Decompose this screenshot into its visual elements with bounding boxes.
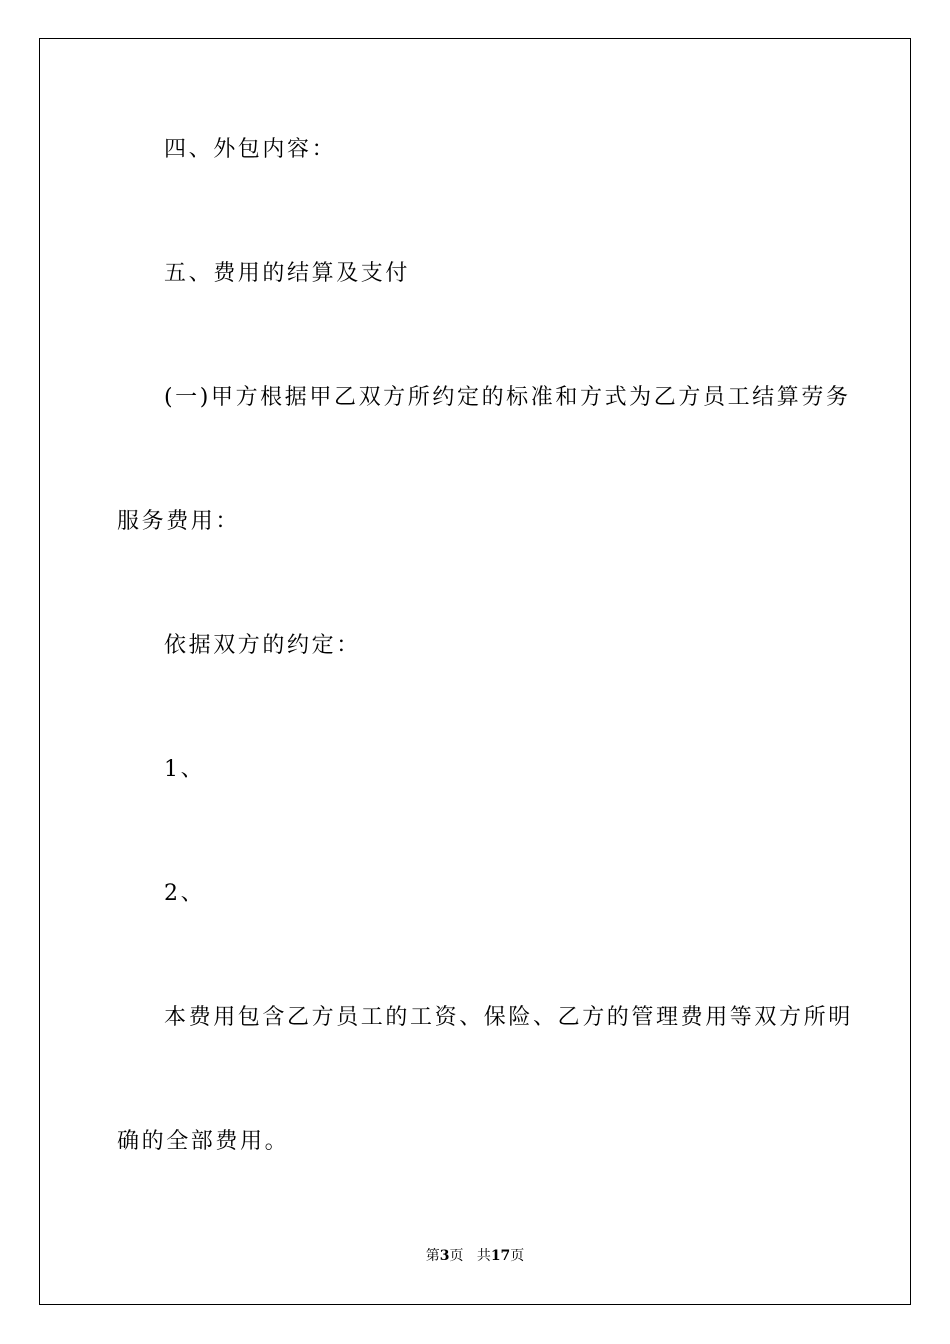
footer-page-prefix: 第 (425, 1248, 440, 1264)
footer-total-pages: 17 (490, 1248, 511, 1264)
footer-total-suffix: 页 (510, 1248, 525, 1264)
section-heading-outsourcing: 四、外包内容： (164, 137, 337, 162)
section-heading-settlement: 五、费用的结算及支付 (164, 261, 411, 286)
paragraph-fees-line1: 本费用包含乙方员工的工资、保险、乙方的管理费用等双方所明 (164, 1005, 853, 1030)
footer-page-suffix: 页 (449, 1248, 464, 1264)
paragraph-settlement-line2: 服务费用： (117, 509, 241, 534)
footer-page-number: 3 (439, 1248, 450, 1264)
page-footer (0, 1246, 950, 1266)
paragraph-fees-line2: 确的全部费用。 (117, 1129, 290, 1154)
paragraph-settlement-line1: (一)甲方根据甲乙双方所约定的标准和方式为乙方员工结算劳务 (164, 385, 851, 410)
paragraph-agreement: 依据双方的约定： (164, 633, 361, 658)
page-border (39, 38, 911, 1305)
list-item-2: 2、 (164, 881, 206, 906)
footer-total-prefix: 共 (476, 1248, 491, 1264)
list-item-1: 1、 (164, 757, 206, 782)
